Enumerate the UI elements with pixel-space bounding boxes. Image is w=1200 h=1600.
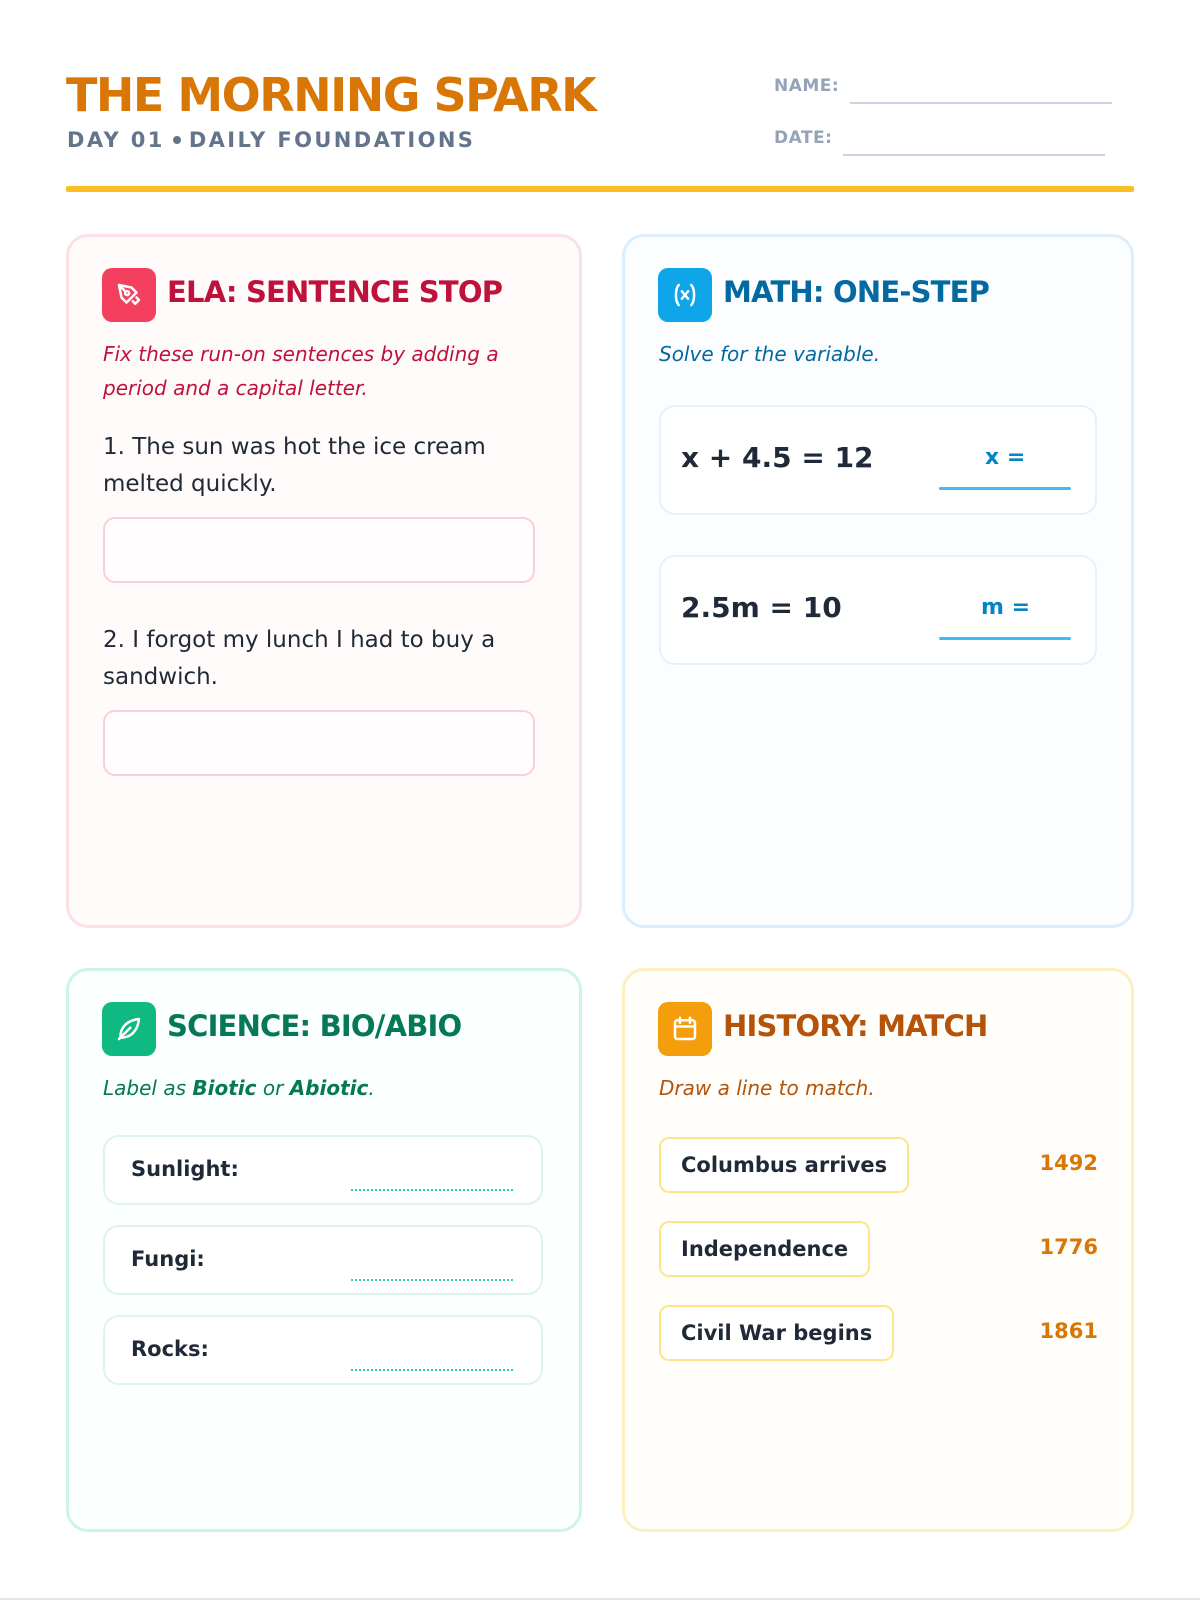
science-answer-line-2[interactable] xyxy=(351,1279,513,1281)
history-instruction: Draw a line to match. xyxy=(659,1076,875,1100)
ela-answer-box-1[interactable] xyxy=(103,517,535,583)
ela-instruction: Fix these run-on sentences by adding a period and a capital letter. xyxy=(103,342,499,400)
instruction-text: Label as xyxy=(103,1076,193,1100)
calendar-icon xyxy=(658,1002,712,1056)
science-item-2: Fungi: xyxy=(131,1247,205,1271)
ela-title: ELA: SENTENCE STOP xyxy=(167,275,503,309)
pen-icon xyxy=(102,268,156,322)
bullet-separator xyxy=(173,136,181,144)
equation-card-1 xyxy=(659,405,1097,515)
instruction-or: or xyxy=(256,1076,290,1100)
date-label: DATE: xyxy=(774,128,833,148)
science-row-1 xyxy=(103,1135,543,1205)
history-year-3[interactable]: 1861 xyxy=(1039,1319,1098,1343)
equation-1: x + 4.5 = 12 xyxy=(681,441,874,474)
ela-question-2: 2. I forgot my lunch I had to buy a sandwich. xyxy=(103,627,496,690)
equation-card-2 xyxy=(659,555,1097,665)
answer-line-m[interactable] xyxy=(939,637,1071,640)
science-item-3: Rocks: xyxy=(131,1337,209,1361)
name-field[interactable] xyxy=(850,102,1112,104)
history-title: HISTORY: MATCH xyxy=(723,1009,988,1043)
science-row-2 xyxy=(103,1225,543,1295)
math-instruction: Solve for the variable. xyxy=(659,342,881,366)
history-event-2[interactable]: Independence xyxy=(659,1221,870,1277)
answer-label-m: m = xyxy=(981,595,1031,620)
instruction-period: . xyxy=(368,1076,375,1100)
science-row-3 xyxy=(103,1315,543,1385)
ela-card xyxy=(66,234,582,928)
theme-label: DAILY FOUNDATIONS xyxy=(188,128,476,152)
science-item-1: Sunlight: xyxy=(131,1157,239,1181)
answer-label-x: x = xyxy=(985,445,1026,470)
abiotic-term: Abiotic xyxy=(289,1076,369,1100)
history-year-1[interactable]: 1492 xyxy=(1039,1151,1098,1175)
variable-icon xyxy=(658,268,712,322)
ela-answer-box-2[interactable] xyxy=(103,710,535,776)
math-title: MATH: ONE-STEP xyxy=(723,275,990,309)
answer-line-x[interactable] xyxy=(939,487,1071,490)
science-instruction xyxy=(103,1071,375,1105)
leaf-icon xyxy=(102,1002,156,1056)
biotic-term: Biotic xyxy=(192,1076,257,1100)
header-divider xyxy=(66,186,1134,192)
worksheet-subtitle xyxy=(67,128,475,152)
science-card xyxy=(66,968,582,1532)
equation-2: 2.5m = 10 xyxy=(681,591,842,624)
worksheet-title: THE MORNING SPARK xyxy=(66,68,596,122)
science-answer-line-3[interactable] xyxy=(351,1369,513,1371)
history-event-3[interactable]: Civil War begins xyxy=(659,1305,894,1361)
date-field[interactable] xyxy=(843,154,1105,156)
day-label: DAY 01 xyxy=(67,128,165,152)
science-answer-line-1[interactable] xyxy=(351,1189,513,1191)
history-year-2[interactable]: 1776 xyxy=(1039,1235,1098,1259)
science-title: SCIENCE: BIO/ABIO xyxy=(167,1009,462,1043)
ela-question-1: 1. The sun was hot the ice cream melted quickly. xyxy=(103,434,486,497)
name-label: NAME: xyxy=(774,76,840,96)
history-card xyxy=(622,968,1134,1532)
history-event-1[interactable]: Columbus arrives xyxy=(659,1137,909,1193)
math-card xyxy=(622,234,1134,928)
